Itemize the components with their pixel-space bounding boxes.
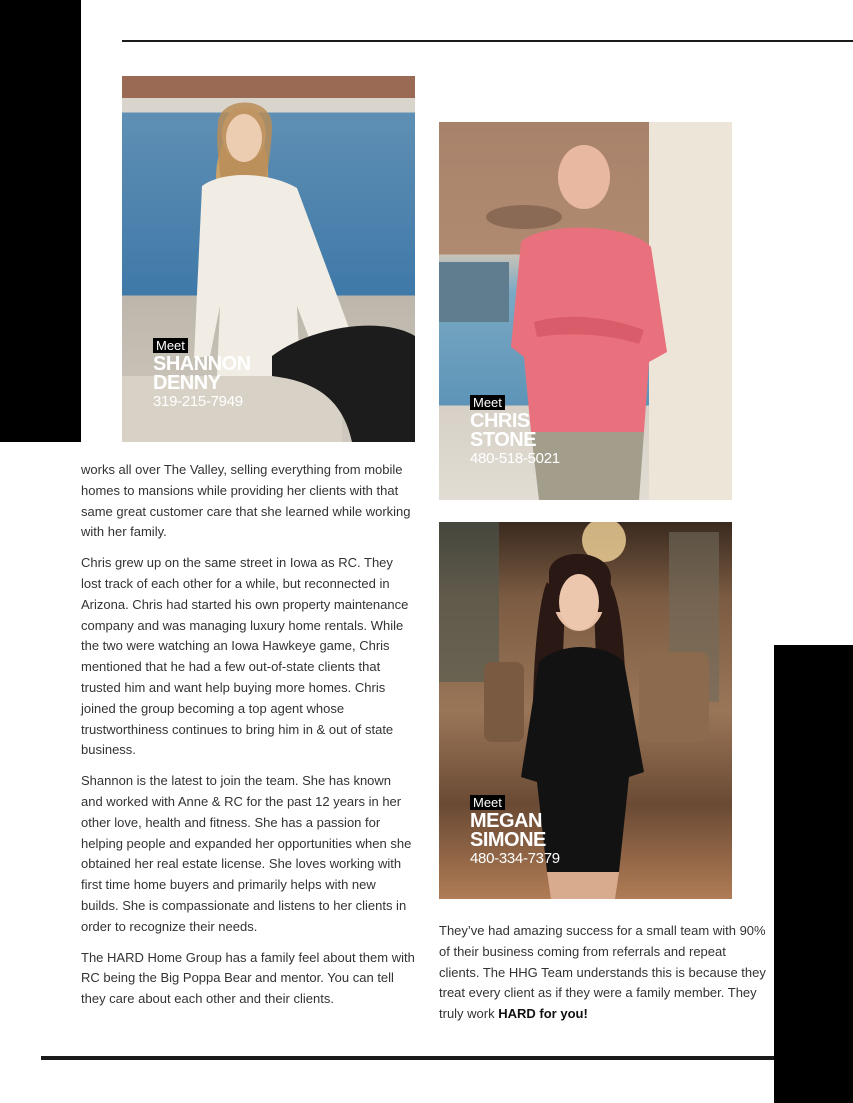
article-paragraph: Shannon is the latest to join the team. She has known and worked with Anne & RC for the past 12 years in her other love, health and fitness. She has a passion for helping people and expanded her opportunities when she obtained her real estate license. She loves working with first time home buyers and primarily helps with new builds. She is compassionate and listens to her clients in order to recognize their needs. <box>81 773 412 934</box>
profile-first-name: SHANNON <box>153 353 251 375</box>
profile-last-name: DENNY <box>153 372 221 394</box>
article-paragraph: The HARD Home Group has a family feel about them with RC being the Big Poppa Bear and mentor. You can tell they care about each other and their clients. <box>81 949 415 1007</box>
article-right-column <box>439 921 769 1035</box>
caption-shannon <box>153 338 251 409</box>
profile-phone: 480-334-7379 <box>470 850 560 867</box>
profile-last-name: STONE <box>470 429 537 451</box>
article-left-column <box>81 460 416 1020</box>
article-closing-text: They’ve had amazing success for a small team with 90% of their business coming from referrals and repeat clients. The HHG Team understands this is because they treat every client as if they were a family member. They truly work <box>439 923 766 1022</box>
profile-last-name: SIMONE <box>470 829 546 851</box>
article-closing-emphasis: HARD for you! <box>498 1006 588 1022</box>
meet-label: Meet <box>470 395 505 410</box>
profile-first-name: CHRIS <box>470 410 530 432</box>
meet-label: Meet <box>470 795 505 810</box>
profile-phone: 480-518-5021 <box>470 450 560 467</box>
top-rule <box>122 40 853 42</box>
caption-megan <box>470 795 560 866</box>
article-paragraph: works all over The Valley, selling everything from mobile homes to mansions while providing her clients with that same great customer care that she learned while working with her family. <box>81 462 411 540</box>
decorative-black-bar-left <box>0 0 81 442</box>
profile-first-name: MEGAN <box>470 810 542 832</box>
meet-label: Meet <box>153 338 188 353</box>
article-paragraph: Chris grew up on the same street in Iowa as RC. They lost track of each other for a while, but reconnected in Arizona. Chris had started his own property maintenance company and was managing luxury home rentals. While the two were watching an Iowa Hawkeye game, Chris mentioned that he had a few out-of-state clients that trusted him and want help buying more homes. Chris joined the group becoming a top agent whose trustworthiness continues to bring him in & out of state business. <box>81 555 409 758</box>
decorative-black-bar-right <box>774 645 853 1103</box>
profile-phone: 319-215-7949 <box>153 393 243 410</box>
bottom-rule <box>41 1056 774 1060</box>
article-paragraph <box>439 921 769 1025</box>
caption-chris <box>470 395 560 466</box>
